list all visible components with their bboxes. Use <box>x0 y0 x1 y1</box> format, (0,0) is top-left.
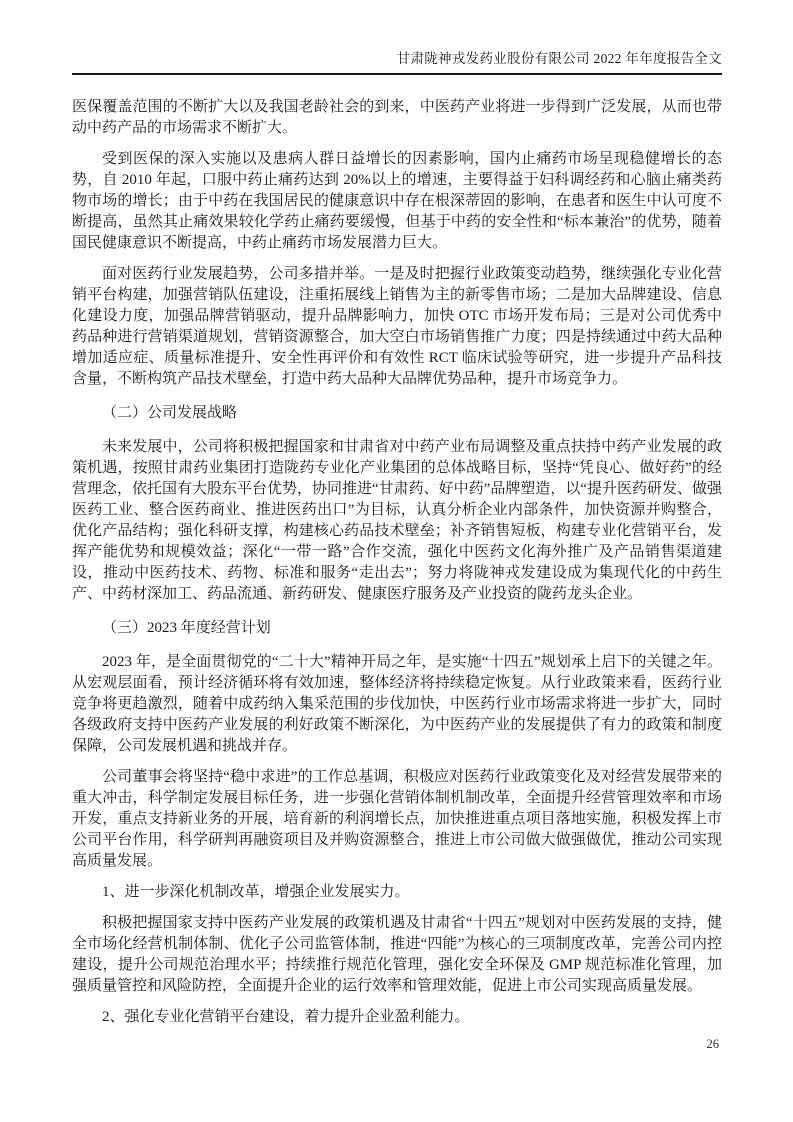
report-header-title: 甘肃陇神戎发药业股份有限公司 2022 年年度报告全文 <box>396 51 722 66</box>
document-body <box>72 97 722 1028</box>
paragraph-board-work-plan: 公司董事会将坚持“稳中求进”的工作总基调，积极应对医药行业政策变化及对经营发展带来的重大冲击，科学制定发展目标任务，进一步强化营销体制机制改革，全面提升经营管理效率和市场开发，重点支持新业务的开展，培育新的利润增长点，加快推进重点项目落地实施，积极发挥上市公司平台作用，科学研判再融资项目及并购资源整合，推进上市公司做大做强做优，推动公司实现高质量发展。 <box>72 769 722 869</box>
item-1-mechanism-reform: 1、进一步深化机制改革，增强企业发展实力。 <box>102 884 410 900</box>
paragraph-future-development: 未来发展中，公司将积极把握国家和甘肃省对中药产业布局调整及重点扶持中药产业发展的政策机遇，按照甘肃药业集团打造陇药专业化产业集团的总体战略目标，坚持“凭良心、做好药”的经营理念，依托国有大股东平台优势，协同推进“甘肃药、好中药”品牌塑造，以“提升医药研发、做强医药工业、整合医药商业、推进医药出口”为目标，认真分析企业内部条件，加快资源并购整合，优化产品结构；强化科研支撑，构建核心药品技术壁垒；补齐销售短板，构建专业化营销平台，发挥产能优势和规模效益；深化“一带一路”合作交流，强化中医药文化海外推广及产品销售渠道建设，推动中医药技术、药物、标准和服务“走出去”；努力将陇神戎发建设成为集现代化的中药生产、中药材深加工、药品流通、新药研发、健康医疗服务及产业投资的陇药龙头企业。 <box>72 439 722 602</box>
paragraph-2023-outlook: 2023 年，是全面贯彻党的“二十大”精神开局之年，是实施“十四五”规划承上启下的关键之年。从宏观层面看，预计经济循环将有效加速，整体经济将持续稳定恢复。从行业政策来看，医药行业竞争将更趋激烈，随着中成药纳入集采范围的步伐加快，中医药行业市场需求将进一步扩大，同时各级政府支持中医药产业发展的利好政策不断深化，为中医药产业的发展提供了有力的政策和制度保障，公司发展机遇和挑战并存。 <box>72 654 722 754</box>
heading-2023-business-plan: （三）2023 年度经营计划 <box>102 620 271 636</box>
header-rule <box>72 73 722 75</box>
paragraph-company-measures: 面对医药行业发展趋势，公司多措并举。一是及时把握行业政策变动趋势，继续强化专业化营销平台构建，加强营销队伍建设，注重拓展线上销售为主的新零售市场；二是加大品牌建设、信息化建设力度，加强品牌营销驱动，提升品牌影响力，加快 OTC 市场开发布局；三是对公司优秀中药品种进行营销渠道规划，营销资源整合，加大空白市场销售推广力度；四是持续通过中药大品种增加适应症、质量标准提升、安全性再评价和有效性 RCT 临床试验等研究，进一步提升产品科技含量，不断构筑产品技术壁垒，打造中药大品种大品牌优势品种，提升市场竞争力。 <box>72 266 722 387</box>
paragraph-medical-insurance-continuation: 医保覆盖范围的不断扩大以及我国老龄社会的到来，中医药产业将进一步得到广泛发展，从而也带动中药产品的市场需求不断扩大。 <box>72 99 722 136</box>
paragraph-mechanism-reform-detail: 积极把握国家支持中医药产业发展的政策机遇及甘肃省“十四五”规划对中医药发展的支持，健全市场化经营机制体制、优化子公司监管体制，推进“四能”为核心的三项制度改革，完善公司内控建设，提升公司规范治理水平；持续推行规范化管理，强化安全环保及 GMP 规范标准化管理，加强质量管控和风险防控，全面提升企业的运行效率和管理效能，促进上市公司实现高质量发展。 <box>72 915 722 994</box>
item-2-marketing-platform: 2、强化专业化营销平台建设，着力提升企业盈利能力。 <box>102 1009 470 1025</box>
heading-company-development-strategy: （二）公司发展战略 <box>102 405 238 421</box>
paragraph-painkiller-market: 受到医保的深入实施以及患病人群日益增长的因素影响，国内止痛药市场呈现稳健增长的态势，自 2010 年起，口服中药止痛药达到 20%以上的增速，主要得益于妇科调经药和心脑止痛类药物市场的增长；由于中药在我国居民的健康意识中存在根深蒂固的影响，在患者和医生中认可度不断提高，虽然其止痛效果较化学药止痛药要缓慢，但基于中药的安全性和“标本兼治”的优势，随着国民健康意识不断提高，中药止痛药市场发展潜力巨大。 <box>72 151 722 251</box>
page-number: 26 <box>706 1037 719 1051</box>
